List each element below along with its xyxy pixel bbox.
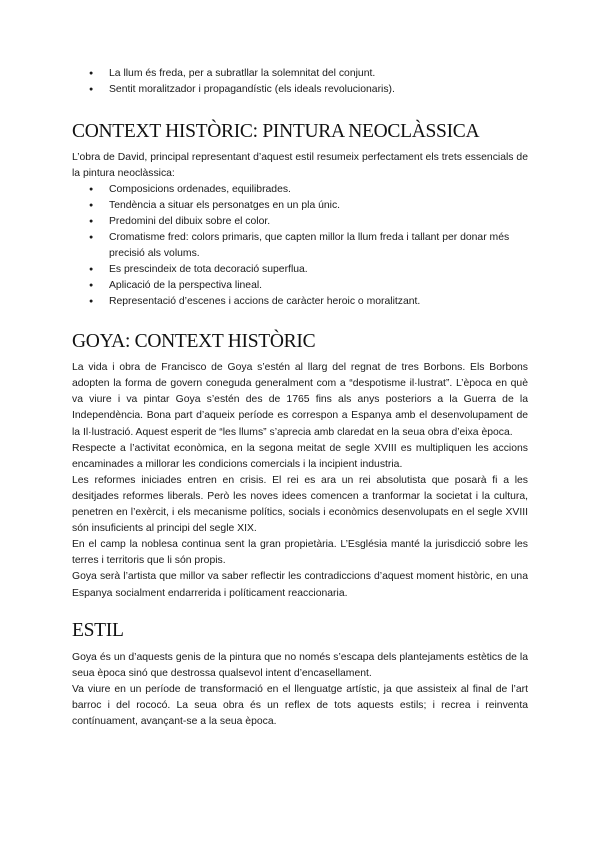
list-item: ● Tendència a situar els personatges en un pla únic. <box>72 198 528 214</box>
goya-paragraph: Respecte a l’activitat econòmica, en la segona meitat de segle XVIII es multipliquen les accions encaminades a millorar les condicions comercials i la incipient industria. <box>72 442 528 470</box>
goya-paragraph: Les reformes iniciades entren en crisis. El rei es ara un rei absolutista que posarà fi a les desitjades reformes liberals. Però les noves idees comencen a tranformar la societat i la cultura, penetren en l’exèrcit, i els mecanisme polítics, socials i econòmics desenvolupats en el segle XVIII són insuficients al principi del segle XIX. <box>72 474 528 535</box>
list-item: ● Representació d’escenes i accions de caràcter heroic o moralitzant. <box>72 294 528 310</box>
heading-estil: ESTIL <box>72 619 124 641</box>
heading-goya-context: GOYA: CONTEXT HISTÒRIC <box>72 331 316 353</box>
list-item: ● Sentit moralitzador i propagandístic (els ideals revolucionaris). <box>72 82 528 98</box>
list-item: ● La llum és freda, per a subratllar la solemnitat del conjunt. <box>72 66 528 82</box>
estil-paragraph: Va viure en un període de transformació en el llenguatge artístic, ja que assisteix al final de l’art barroc i del rococó. La seua obra és un reflex de tots aquests estils; i recrea i reinventa contínuament, avançant-se a la seua època. <box>72 683 528 727</box>
list-item: ● Composicions ordenades, equilibrades. <box>72 182 528 198</box>
goya-paragraph: Goya serà l’artista que millor va saber reflectir les contradiccions d’aquest moment històric, en una Espanya socialment endarrerida i políticament reaccionaria. <box>72 571 528 599</box>
estil-paragraph: Goya és un d’aquests genis de la pintura que no només s’escapa dels plantejaments estètics de la seua època sinó que destrossa qualsevol intent d’encasellament. <box>72 651 528 679</box>
neoclassic-bullet-list <box>72 182 528 310</box>
list-item: ● Aplicació de la perspectiva lineal. <box>72 278 528 294</box>
goya-paragraph: En el camp la noblesa continua sent la gran propietària. L’Església manté la jurisdicció sobre les terres i territoris que li són propis. <box>72 539 528 567</box>
document-page <box>72 66 528 730</box>
list-item: ● Cromatisme fred: colors primaris, que capten millor la llum freda i tallant per donar més precisió als volums. <box>72 230 528 262</box>
intro-bullet-list <box>72 66 528 98</box>
list-item: ● Predomini del dibuix sobre el color. <box>72 214 528 230</box>
goya-paragraph: La vida i obra de Francisco de Goya s’estén al llarg del regnat de tres Borbons. Els Borbons adopten la forma de govern coneguda generalment com a “despotisme il·lustrat”. L’època en què va viure i va pintar Goya s’estén des de 1765 fins als anys posteriors a la Guerra de la Independència. Bona part d’aqueix període es correspon a Espanya amb el desenvolupament de la Il·lustració. Aquest esperit de “les llums” s’aprecia amb claredat en la seua obra d’eixa època. <box>72 362 528 438</box>
neoclassic-intro: L’obra de David, principal representant d’aquest estil resumeix perfectament els trets essencials de la pintura neoclàssica: <box>72 152 528 180</box>
heading-neoclassic: CONTEXT HISTÒRIC: PINTURA NEOCLÀSSICA <box>72 121 480 142</box>
list-item: ● Es prescindeix de tota decoració superflua. <box>72 262 528 278</box>
